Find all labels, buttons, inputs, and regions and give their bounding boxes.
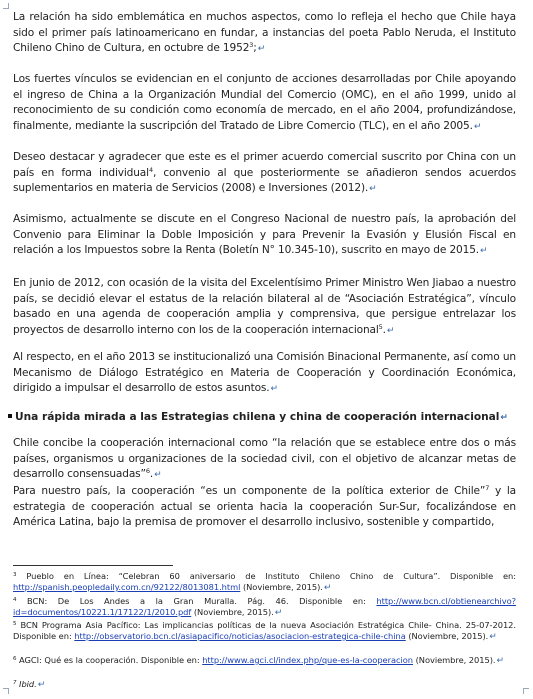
footnote-link[interactable]: http://www.bcn.cl/obtienearchivo?id=documentos/10221.1/17122/1/2010.pdf: [13, 596, 516, 617]
paragraph-mark-icon: ↵: [386, 325, 395, 336]
paragraph-mark-icon: ↵: [473, 121, 482, 132]
paragraph-asociacion-estrategica: En junio de 2012, con ocasión de la visita del Excelentísimo Primer Ministro Wen Jiabao a nuestro país, se decidió elevar el estatus de la relación bilateral al de “Asociación Estratégica”, vínculo basado en una agenda de cooperación amplia y comprensiva, que persigue entrelazar los proyectos de desarrollo interno con los de la cooperación internacional$^5$.↵: [13, 277, 516, 336]
paragraph-mark-icon: ↵: [323, 583, 332, 593]
paragraph-mark-icon: ↵: [270, 384, 278, 394]
paragraph-mark-icon: ↵: [489, 632, 497, 642]
paragraph-cooperacion-sur-sur: Para nuestro país, la cooperación “es un componente de la política exterior de Chile”$^7$ y la estrategia de cooperación actual se orienta hacia la cooperación Sur-Sur, focalizándose en América Latina, bajo la premisa de promover el desarrollo inclusivo, sostenible y compartido,: [13, 484, 516, 528]
paragraph-neruda: La relación ha sido emblemática en muchos aspectos, como lo refleja el hecho que Chile haya sido el primer país latinoamericano en fundar, a instancias del poeta Pablo Neruda, el Instituto Chileno Chino de Cultura, en octubre de 1952$^3$;↵: [13, 11, 516, 54]
margin-corner-mark: [3, 688, 9, 694]
footnote-link[interactable]: http://observatorio.bcn.cl/asiapacifico/noticias/asociacion-estrategica-chile-china: [74, 631, 406, 641]
bullet-icon: [8, 414, 12, 418]
footnote-5: $^5$ BCN Programa Asia Pacífico: Las implicancias políticas de la nueva Asociación Estratégica Chile- China. 25-07-2012. Disponible en: http://observatorio.bcn.cl/asiapacifico/noticias/asociacion-estrategica-chile-china (Noviembre, 2015).↵: [13, 620, 516, 642]
paragraph-mark-icon: ↵: [369, 184, 377, 194]
paragraph-mark-icon: ↵: [257, 44, 266, 54]
footnote-6: $^6$ AGCI: Qué es la cooperación. Disponible en: http://www.agci.cl/index.php/que-es-la-cooperacion (Noviembre, 2015).↵: [13, 655, 504, 666]
paragraph-cooperacion-definicion: Chile concibe la cooperación internacional como “la relación que se establece entre dos o más países, organismos u organizaciones de la sociedad civil, con el objetivo de alcanzar metas de desarrollo consensuadas”$^6$.↵: [13, 437, 516, 480]
paragraph-tlc: Deseo destacar y agradecer que este es el primer acuerdo comercial suscrito por China con un país en forma individual$^4$, convenio al que posteriormente se añadieron sendos acuerdos suplementarios en materia de Servicios (2008) e Inversiones (2012).↵: [13, 151, 516, 194]
margin-corner-mark: [3, 3, 9, 9]
paragraph-mark-icon: ↵: [37, 680, 46, 690]
footnote-link[interactable]: http://spanish.peopledaily.com.cn/92122/8013081.html: [13, 582, 241, 592]
footnote-separator: [13, 565, 173, 566]
footnote-3: $^3$ Pueblo en Línea: “Celebran 60 aniversario de Instituto Chileno Chino de Cultura”. Disponible en: http://spanish.peopledaily.com.cn/92122/8013081.html (Noviembre, 2015).↵: [13, 571, 516, 593]
footnote-4: $^4$ BCN: De Los Andes a la Gran Muralla. Pág. 46. Disponible en: http://www.bcn.cl/obtienearchivo?id=documentos/10221.1/17122/1/2010.pdf (Noviembre, 2015).↵: [13, 596, 516, 618]
footnote-link[interactable]: http://www.agci.cl/index.php/que-es-la-cooperacion: [202, 655, 414, 665]
paragraph-mark-icon: ↵: [154, 470, 162, 480]
paragraph-mark-icon: ↵: [500, 413, 508, 423]
paragraph-doble-imposicion: Asimismo, actualmente se discute en el Congreso Nacional de nuestro país, la aprobación del Convenio para Eliminar la Doble Imposición y para Prevenir la Evasión y Elusión Fiscal en relación a los Impuestos sobre la Renta (Boletín N° 10.345-10), suscrito en mayo de 2015.↵: [13, 213, 516, 256]
paragraph-mark-icon: ↵: [496, 656, 504, 666]
paragraph-comision-binacional: Al respecto, en el año 2013 se institucionalizó una Comisión Binacional Permanente, así como un Mecanismo de Diálogo Estratégico en Materia de Cooperación y Coordinación Económica, dirigido a impulsar el desarrollo de estos asuntos.↵: [13, 351, 516, 394]
section-heading: Una rápida mirada a las Estrategias chilena y china de cooperación internacional↵: [8, 410, 518, 426]
paragraph-mark-icon: ↵: [274, 608, 283, 618]
footnote-7: $^7$ Ibid.↵: [13, 679, 46, 690]
margin-corner-mark: [523, 688, 529, 694]
paragraph-omc: Los fuertes vínculos se evidencian en el conjunto de acciones desarrolladas por Chile apoyando el ingreso de China a la Organización Mundial del Comercio (OMC), en el año 1999, unido al reconocimiento de su condición como economía de mercado, en el año 2004, profundizándose, finalmente, mediante la suscripción del Tratado de Libre Comercio (TLC), en el año 2005.↵: [13, 73, 516, 132]
paragraph-mark-icon: ↵: [480, 246, 488, 256]
